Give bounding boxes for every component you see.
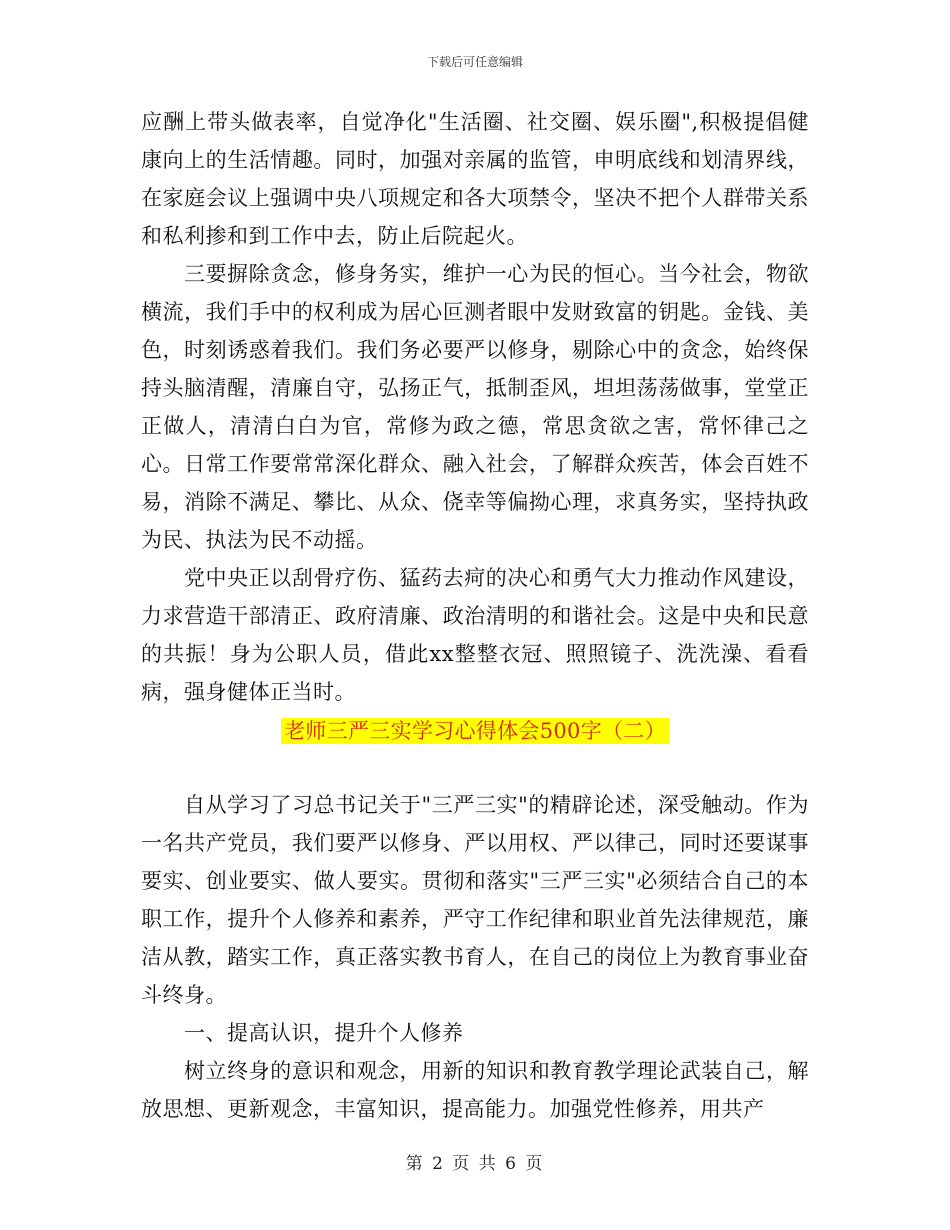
paragraph-3: 党中央正以刮骨疗伤、猛药去疴的决心和勇气大力推动作风建设，力求营造干部清正、政府清廉、政治清明的和谐社会。这是中央和民意的共振！身为公职人员，借此xx整整衣冠、照照镜子、洗洗澡、看看病，强身健体正当时。: [141, 566, 809, 704]
subheading-1: 一、提高认识，提升个人修养: [184, 1021, 464, 1045]
page-header: 下载后可任意编辑: [426, 55, 523, 69]
paragraph-5: 树立终身的意识和观念，用新的知识和教育教学理论武装自己，解放思想、更新观念，丰富知识，提高能力。加强党性修养，用共产: [141, 1059, 809, 1121]
page-footer: 第 2 页 共 6 页: [405, 1154, 545, 1174]
paragraph-1: 应酬上带头做表率，自觉净化"生活圈、社交圈、娱乐圈",积极提倡健康向上的生活情趣。同时，加强对亲属的监管，申明底线和划清界线，在家庭会议上强调中央八项规定和各大项禁令，坚决不把个人群带关系和私利掺和到工作中去，防止后院起火。: [141, 110, 809, 248]
document-body: [141, 103, 809, 1128]
blank-line: [141, 750, 809, 786]
section-heading-text: 老师三严三实学习心得体会500字（二）: [281, 718, 669, 744]
paragraph-2: 三要摒除贪念，修身务实，维护一心为民的恒心。当今社会，物欲横流，我们手中的权利成为居心叵测者眼中发财致富的钥匙。金钱、美色，时刻诱惑着我们。我们务必要严以修身，剔除心中的贪念，始终保持头脑清醒，清廉自守，弘扬正气，抵制歪风，坦坦荡荡做事，堂堂正正做人，清清白白为官，常修为政之德，常思贪欲之害，常怀律己之心。日常工作要常常深化群众、融入社会，了解群众疾苦，体会百姓不易，消除不满足、攀比、从众、侥幸等偏拗心理，求真务实，坚持执政为民、执法为民不动摇。: [141, 262, 809, 552]
paragraph-4: 自从学习了习总书记关于"三严三实"的精辟论述，深受触动。作为一名共产党员，我们要严以修身、严以用权、严以律己，同时还要谋事要实、创业要实、做人要实。贯彻和落实"三严三实"必须结合自己的本职工作，提升个人修养和素养，严守工作纪律和职业首先法律规范，廉洁从教，踏实工作，真正落实教书育人，在自己的岗位上为教育事业奋斗终身。: [141, 793, 809, 1007]
section-heading: [141, 712, 809, 750]
